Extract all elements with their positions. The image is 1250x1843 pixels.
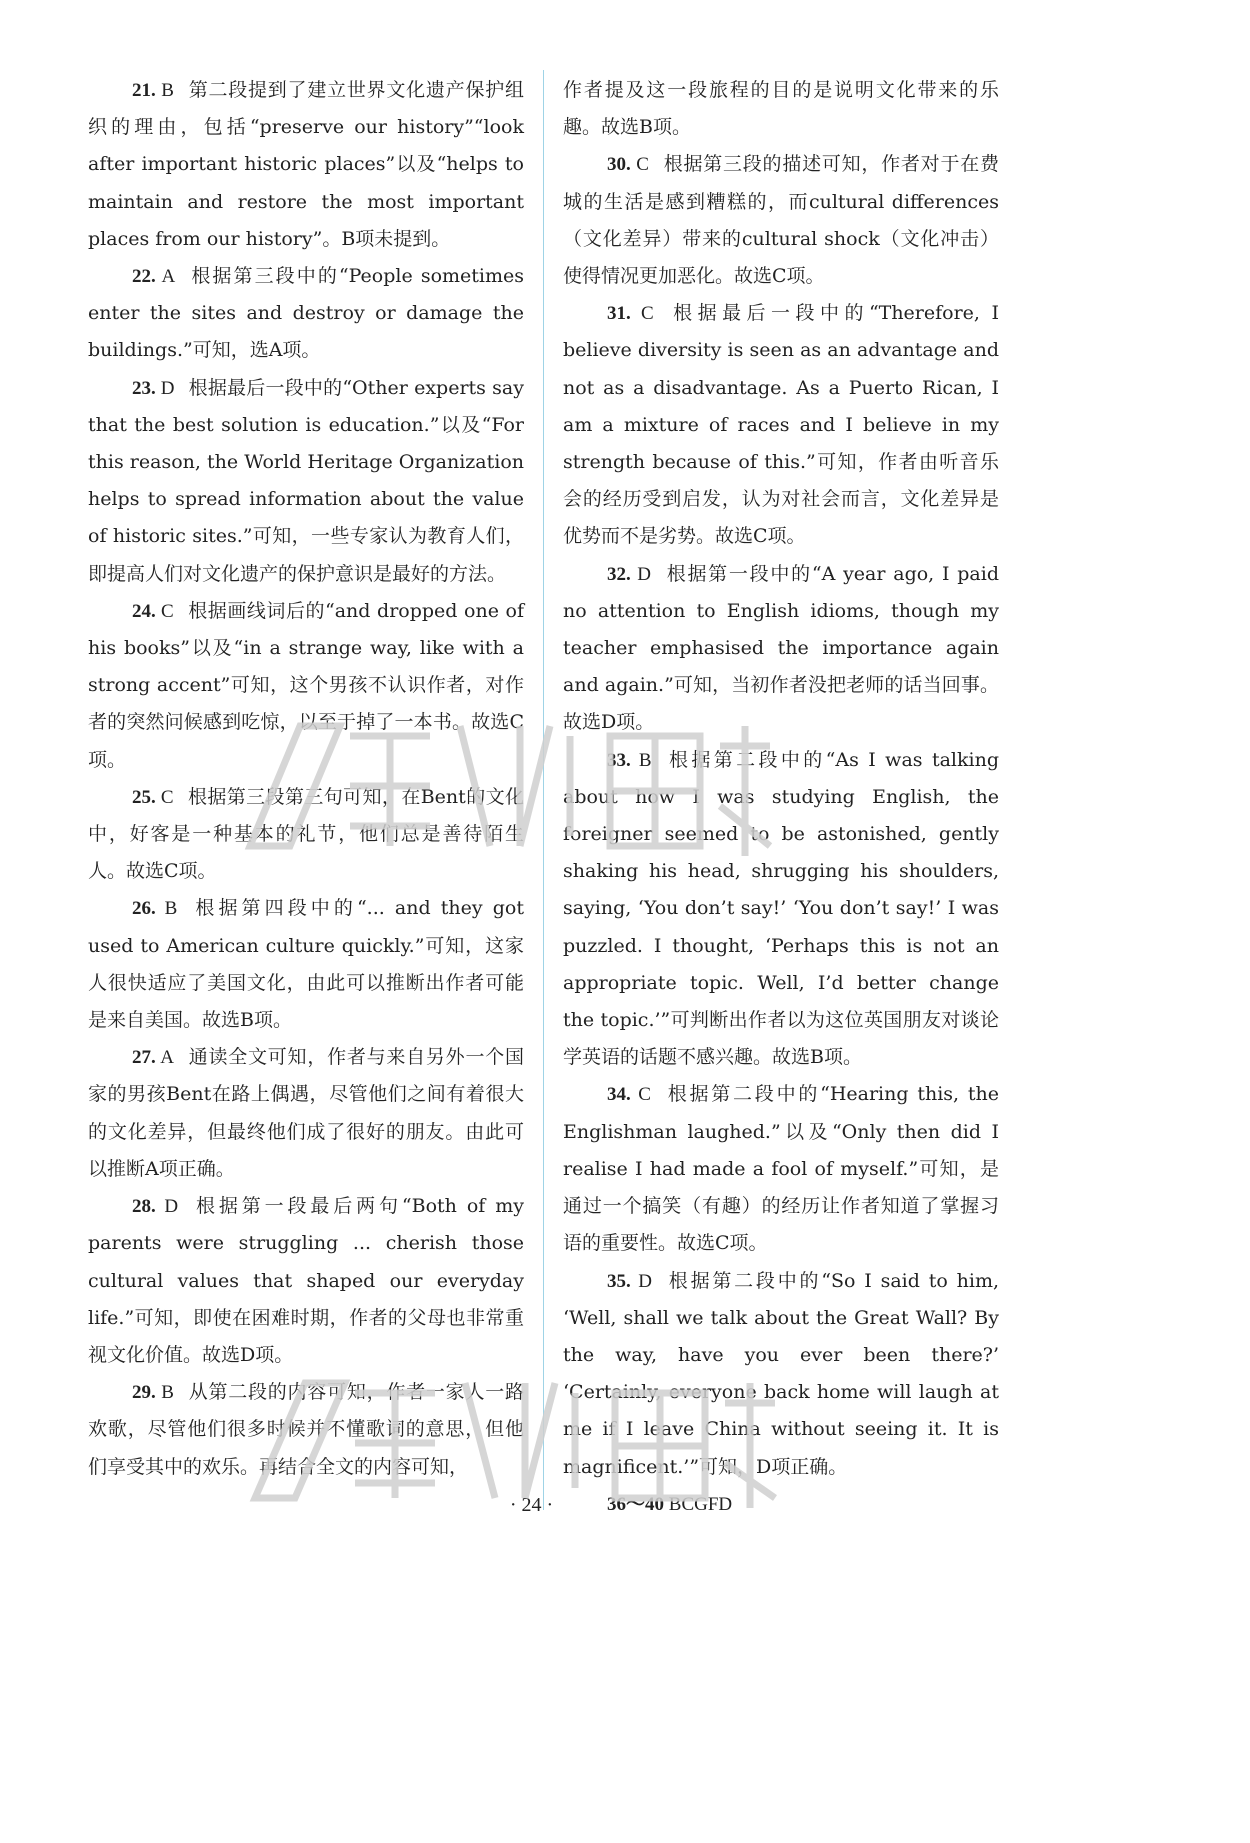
explanation-text: 根据第三段的描述可知，作者对于在费城的生活是感到糟糕的，而cultural differences（文化差异）带来的cultural shock（文化冲击）使得情况更加恶化。故选C项。 bbox=[563, 153, 999, 288]
explanation-text: 根据第二段中的“Hearing this, the Englishman laughed.”以及“Only then did I realise I had made a fool of myself.”可知，是通过一个搞笑（有趣）的经历让作者知道了掌握习语的重要性。故选C项。 bbox=[563, 1083, 999, 1255]
answer-item bbox=[88, 1188, 524, 1374]
answer-item bbox=[563, 556, 999, 742]
explanation-text: 根据第二段中的“As I was talking about how I was studying English, the foreigner seemed to be astonished, gently shaking his head, shrugging his shoulders, saying, ‘You don’t say!’ ‘You don’t say!’ I was puzzled. I thought, ‘Perhaps this is not an appropriate topic. Well, I’d better change the topic.’”可判断出作者以为这位英国朋友对谈论学英语的话题不感兴趣。故选B项。 bbox=[563, 748, 999, 1069]
answer-letter: C bbox=[630, 1084, 651, 1106]
explanation-text: 根据第三段第三句可知，在Bent的文化中，好客是一种基本的礼节，他们总是善待陌生人。故选C项。 bbox=[88, 785, 524, 883]
answer-letter: D bbox=[155, 377, 175, 399]
answer-item bbox=[88, 779, 524, 891]
explanation-text: 根据第三段中的“People sometimes enter the sites and destroy or damage the buildings.”可知，选A项。 bbox=[88, 265, 524, 362]
answer-item bbox=[563, 295, 999, 555]
question-number: 34. bbox=[607, 1084, 631, 1106]
answer-letter: C bbox=[630, 154, 649, 176]
answer-letter: A bbox=[155, 266, 176, 288]
answer-item bbox=[88, 258, 524, 370]
question-number: 21. bbox=[132, 80, 156, 101]
answer-item bbox=[563, 1076, 999, 1262]
question-number: 24. bbox=[132, 600, 156, 622]
question-number: 26. bbox=[132, 898, 156, 920]
question-number: 30. bbox=[607, 154, 631, 176]
explanation-text: 根据第二段中的“So I said to him, ‘Well, shall we talk about the Great Wall? By the way, have you ever been there?’ ‘Certainly, everyone back home will laugh at me if I leave China without seeing it. It is magnificent.’”可知，D项正确。 bbox=[563, 1269, 999, 1478]
question-number: 27. bbox=[132, 1047, 156, 1069]
explanation-text: 根据最后一段中的“Other experts say that the best solution is education.”以及“For this reason, the World Heritage Organization helps to spread information about the value of historic sites.”可知，一些专家认为教育人们，即提高人们对文化遗产的保护意识是最好的方法。 bbox=[88, 376, 524, 585]
explanation-text: 根据第一段最后两句“Both of my parents were struggling ... cherish those cultural values that shaped our everyday life.”可知，即使在困难时期，作者的父母也非常重视文化价值。故选D项。 bbox=[88, 1195, 524, 1366]
explanation-text: 根据第一段中的“A year ago, I paid no attention to English idioms, though my teacher emphasised the importance again and again.”可知，当初作者没把老师的话当回事。故选D项。 bbox=[563, 562, 999, 734]
answer-item bbox=[88, 1039, 524, 1188]
explanation-text: 作者提及这一段旅程的目的是说明文化带来的乐趣。故选B项。 bbox=[563, 79, 999, 139]
answer-letter: B bbox=[155, 80, 174, 101]
question-number: 29. bbox=[132, 1382, 156, 1404]
answer-letter: D bbox=[630, 1270, 653, 1292]
answer-letter: A bbox=[155, 1047, 174, 1069]
answer-letter: B bbox=[630, 749, 652, 771]
explanation-text: 根据画线词后的“and dropped one of his books”以及“in a strange way, like with a strong accent”可知，这个男孩不认识作者，对作者的突然问候感到吃惊，以至于掉了一本书。故选C项。 bbox=[88, 599, 524, 771]
question-number: 31. bbox=[607, 303, 631, 325]
question-number: 23. bbox=[132, 377, 156, 399]
question-number: 28. bbox=[132, 1196, 156, 1218]
explanation-text: 通读全文可知，作者与来自另外一个国家的男孩Bent在路上偶遇，尽管他们之间有着很大的文化差异，但最终他们成了很好的朋友。由此可以推断A项正确。 bbox=[88, 1046, 524, 1180]
answer-letter: B bbox=[155, 898, 178, 920]
answer-letter: BCGFD bbox=[664, 1493, 733, 1515]
question-number: 22. bbox=[132, 266, 156, 288]
right-column bbox=[563, 72, 999, 1523]
answer-item bbox=[563, 1263, 999, 1486]
page-number: · 24 · bbox=[509, 1494, 554, 1516]
answer-letter: C bbox=[630, 303, 654, 325]
explanation-text: 第二段提到了建立世界文化遗产保护组织的理由，包括“preserve our history”“look after important historic places”以及“helps to maintain and restore the most important places from our history”。B项未提到。 bbox=[88, 79, 524, 250]
answer-item bbox=[563, 146, 999, 295]
answer-letter: D bbox=[155, 1196, 179, 1218]
answer-item bbox=[88, 593, 524, 779]
left-column bbox=[88, 72, 524, 1486]
answer-letter: B bbox=[155, 1382, 174, 1404]
answer-item bbox=[88, 370, 524, 593]
answer-letter: C bbox=[155, 600, 174, 622]
explanation-text: 从第二段的内容可知，作者一家人一路欢歌，尽管他们很多时候并不懂歌词的意思，但他们享受其中的欢乐。再结合全文的内容可知， bbox=[88, 1381, 524, 1478]
answer-item bbox=[563, 72, 999, 146]
answer-item bbox=[563, 742, 999, 1077]
answer-letter: D bbox=[630, 563, 651, 585]
explanation-text: 根据最后一段中的“Therefore, I believe diversity is seen as an advantage and not as a disadvantage. As a Puerto Rican, I am a mixture of races and I believe in my strength because of this.”可知，作者由听音乐会的经历受到启发，认为对社会而言，文化差异是优势而不是劣势。故选C项。 bbox=[563, 302, 999, 548]
question-number: 25. bbox=[132, 786, 156, 808]
question-number: 36～40 bbox=[607, 1493, 665, 1515]
answer-item bbox=[88, 890, 524, 1039]
question-number: 32. bbox=[607, 563, 631, 585]
column-divider bbox=[543, 70, 544, 1510]
question-number: 35. bbox=[607, 1270, 631, 1292]
question-number: 33. bbox=[607, 749, 631, 771]
answer-item bbox=[88, 72, 524, 258]
answer-item bbox=[88, 1374, 524, 1486]
explanation-text: 根据第四段中的“... and they got used to American culture quickly.”可知，这家人很快适应了美国文化，由此可以推断出作者可能是来自美国。故选B项。 bbox=[88, 897, 524, 1032]
answer-letter: C bbox=[155, 786, 174, 808]
